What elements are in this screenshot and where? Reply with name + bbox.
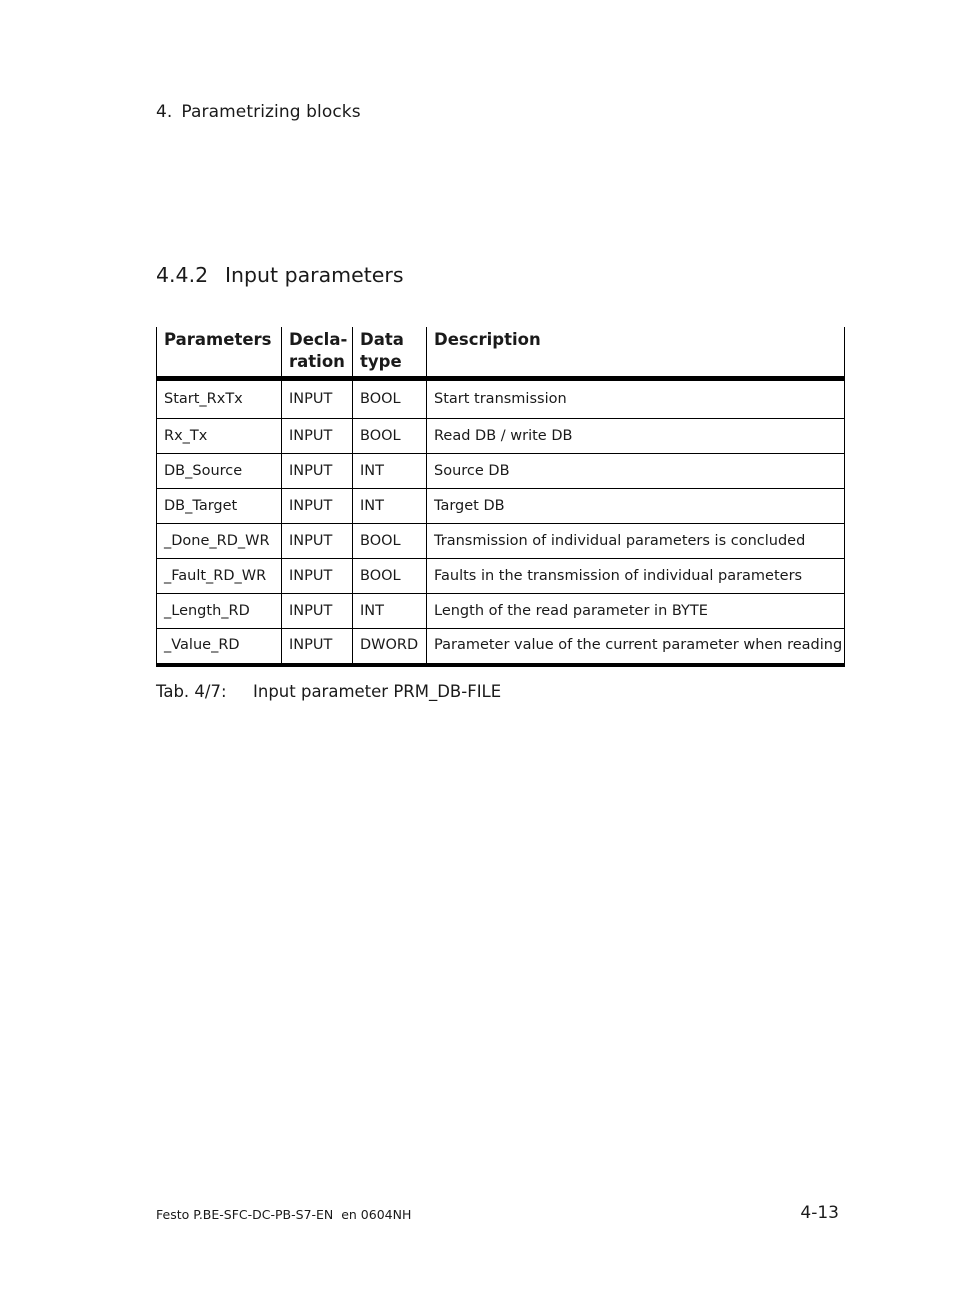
table-caption xyxy=(156,682,501,701)
cell-description: Start transmission xyxy=(427,378,845,418)
column-header-data-type xyxy=(353,327,427,378)
cell-declaration: INPUT xyxy=(282,378,353,418)
cell-parameter: DB_Source xyxy=(157,453,282,488)
table-row xyxy=(157,488,845,523)
cell-declaration: INPUT xyxy=(282,628,353,665)
table-header-row xyxy=(157,327,845,378)
caption-text: Input parameter PRM_DB-FILE xyxy=(253,682,502,701)
column-header-label: Description xyxy=(434,330,541,349)
cell-description: Target DB xyxy=(427,488,845,523)
cell-declaration: INPUT xyxy=(282,558,353,593)
cell-data-type: BOOL xyxy=(353,558,427,593)
cell-declaration: INPUT xyxy=(282,418,353,453)
column-header-parameters xyxy=(157,327,282,378)
cell-data-type: BOOL xyxy=(353,378,427,418)
footer-document-id: Festo P.BE-SFC-DC-PB-S7-EN en 0604NH xyxy=(156,1207,412,1222)
cell-description: Length of the read parameter in BYTE xyxy=(427,593,845,628)
cell-data-type: INT xyxy=(353,453,427,488)
cell-declaration: INPUT xyxy=(282,523,353,558)
column-header-label: Decla- ration xyxy=(289,330,348,371)
cell-parameter: Start_RxTx xyxy=(157,378,282,418)
cell-declaration: INPUT xyxy=(282,593,353,628)
cell-data-type: INT xyxy=(353,488,427,523)
table-row xyxy=(157,378,845,418)
cell-declaration: INPUT xyxy=(282,488,353,523)
input-parameters-table xyxy=(156,327,845,667)
cell-parameter: _Fault_RD_WR xyxy=(157,558,282,593)
cell-description: Read DB / write DB xyxy=(427,418,845,453)
cell-description: Source DB xyxy=(427,453,845,488)
cell-data-type: BOOL xyxy=(353,523,427,558)
cell-data-type: INT xyxy=(353,593,427,628)
column-header-declaration xyxy=(282,327,353,378)
cell-parameter: _Length_RD xyxy=(157,593,282,628)
cell-description: Parameter value of the current parameter when reading xyxy=(427,628,845,665)
chapter-title: Parametrizing blocks xyxy=(181,102,361,122)
cell-parameter: DB_Target xyxy=(157,488,282,523)
footer-page-number: 4-13 xyxy=(800,1203,839,1223)
column-header-label: Parameters xyxy=(164,330,272,349)
section-title xyxy=(156,263,404,287)
caption-label: Tab. 4/7: xyxy=(156,682,227,701)
table-row xyxy=(157,558,845,593)
cell-parameter: Rx_Tx xyxy=(157,418,282,453)
cell-data-type: BOOL xyxy=(353,418,427,453)
chapter-number: 4. xyxy=(156,102,173,122)
table-row xyxy=(157,628,845,665)
cell-description: Transmission of individual parameters is concluded xyxy=(427,523,845,558)
table-row xyxy=(157,593,845,628)
table-body xyxy=(157,378,845,665)
chapter-header xyxy=(156,102,361,122)
cell-data-type: DWORD xyxy=(353,628,427,665)
table-row xyxy=(157,418,845,453)
table-row xyxy=(157,523,845,558)
column-header-description xyxy=(427,327,845,378)
cell-parameter: _Done_RD_WR xyxy=(157,523,282,558)
cell-parameter: _Value_RD xyxy=(157,628,282,665)
section-number: 4.4.2 xyxy=(156,263,209,287)
cell-declaration: INPUT xyxy=(282,453,353,488)
column-header-label: Data type xyxy=(360,330,404,371)
section-title-text: Input parameters xyxy=(225,263,404,287)
table-row xyxy=(157,453,845,488)
cell-description: Faults in the transmission of individual parameters xyxy=(427,558,845,593)
